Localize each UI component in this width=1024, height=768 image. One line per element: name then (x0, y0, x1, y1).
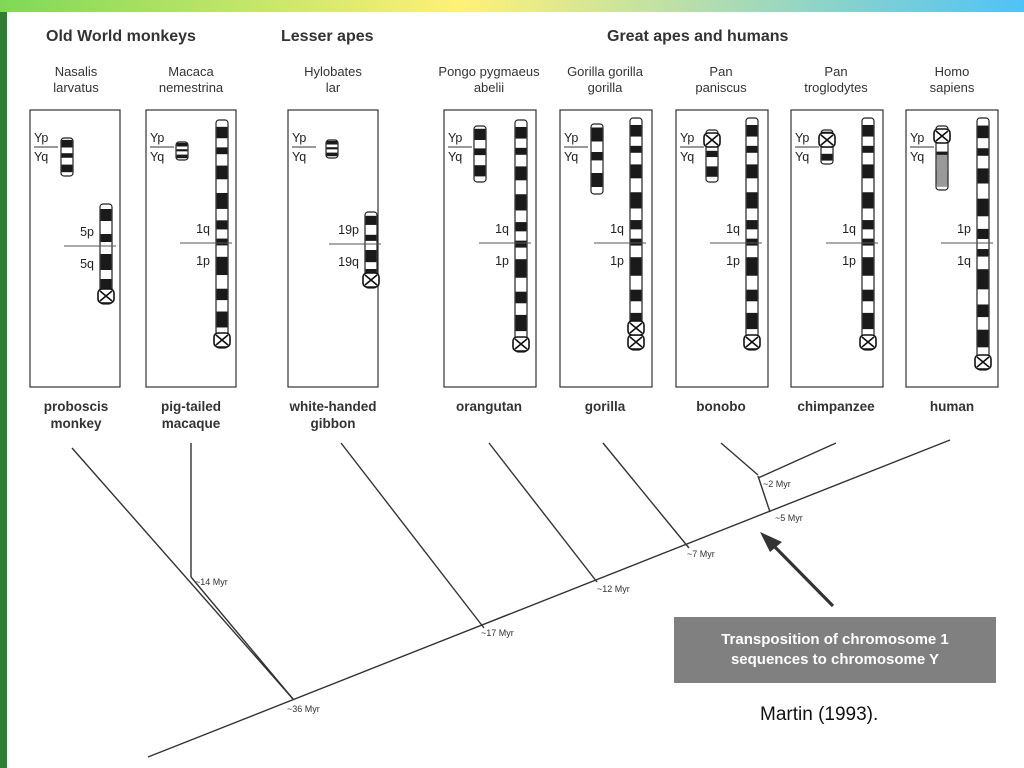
upper-arm-label: 19p (338, 223, 359, 237)
scientific-name-line: Nasalis (54, 64, 98, 79)
common-name-line: chimpanzee (797, 399, 875, 414)
species-panel-gorilla (560, 110, 652, 387)
scientific-name-line: sapiens (929, 80, 975, 95)
chromosome-band (516, 292, 527, 304)
chromosome-band (978, 249, 989, 257)
upper-arm-label: 1q (495, 222, 509, 236)
scientific-name-line: paniscus (695, 80, 747, 95)
chromosome-band (747, 125, 758, 137)
species-panel-human (906, 110, 998, 387)
chromosome-band (747, 239, 758, 246)
common-name-line: pig-tailed (161, 399, 221, 414)
chromosome-band (978, 269, 989, 289)
chromosome-band (863, 146, 874, 153)
chromosome-band (516, 194, 527, 210)
divergence-time-label: ~5 Myr (775, 513, 803, 523)
chromosome-band (631, 220, 642, 229)
common-name-line: human (929, 399, 975, 414)
chromosome-band (592, 152, 603, 160)
chromosome-band (516, 259, 527, 278)
chromosome-band (177, 155, 188, 159)
upper-arm-label: 1q (842, 222, 856, 236)
chromosome-band (978, 148, 989, 156)
scientific-name-line: troglodytes (804, 80, 868, 95)
chromosome-band (217, 312, 228, 328)
y-long-arm-label: Yq (564, 150, 579, 164)
species-panel-white-handed-gibbon (288, 110, 381, 387)
chromosome-band (217, 127, 228, 138)
y-long-arm-label: Yq (150, 150, 165, 164)
tree-branch (721, 443, 758, 475)
autosome-chromosome (746, 118, 758, 350)
transposed-region (937, 155, 948, 187)
chromosome-band (978, 199, 989, 217)
scientific-name-line: abelii (473, 80, 505, 95)
scientific-name-line: Pan (824, 64, 848, 79)
citation-text: Martin (1993). (760, 704, 879, 725)
chromosome-band (707, 151, 718, 157)
y-chromosome (61, 138, 73, 176)
common-name-line: gorilla (584, 399, 626, 414)
chromosome-band (62, 165, 73, 173)
y-long-arm-label: Yq (910, 150, 925, 164)
species-panel-orangutan (444, 110, 536, 387)
y-short-arm-label: Yp (34, 131, 49, 145)
chromosome-band (177, 149, 188, 151)
chromosome-band (516, 148, 527, 155)
tree-branch (603, 443, 689, 548)
y-short-arm-label: Yp (910, 131, 925, 145)
species-panel-pig-tailed-macaque (146, 110, 236, 387)
scientific-name-line: gorilla (587, 80, 623, 95)
chromosome-band (747, 290, 758, 302)
lower-arm-label: 1p (610, 254, 624, 268)
lower-arm-label: 5q (80, 257, 94, 271)
autosome-chromosome (630, 118, 642, 350)
autosome-chromosome (515, 120, 527, 352)
chromosome-band (217, 289, 228, 300)
y-chromosome (176, 142, 188, 160)
chromosome-band (863, 192, 874, 208)
y-short-arm-label: Yp (448, 131, 463, 145)
caption-line-1: Transposition of chromosome 1 (721, 631, 949, 648)
chromosome-band (978, 330, 989, 348)
chromosome-band (217, 147, 228, 154)
scientific-name-line: Gorilla gorilla (567, 64, 643, 79)
chromosome-band (217, 239, 228, 246)
chromosome-band (217, 193, 228, 209)
upper-arm-label: 1q (196, 222, 210, 236)
chromosome-band (101, 209, 112, 221)
chromosome-band (62, 140, 73, 148)
chromosome-band (516, 222, 527, 231)
chromosome-band (822, 154, 833, 161)
tree-branch (72, 448, 293, 699)
scientific-name-line: Pongo pygmaeus (438, 64, 540, 79)
chromosome-band (978, 229, 989, 239)
chromosome-band (366, 235, 377, 241)
lower-arm-label: 1p (196, 254, 210, 268)
chromosome-band (863, 125, 874, 137)
chromosome-band (631, 290, 642, 302)
chromosome-band (475, 148, 486, 155)
chromosome-band (101, 254, 112, 270)
y-chromosome (591, 124, 603, 194)
chromosome-band (475, 129, 486, 140)
chromosome-band (863, 257, 874, 276)
chromosome-band (747, 257, 758, 276)
chromosome-band (707, 166, 718, 176)
common-name-line: orangutan (456, 399, 522, 414)
scientific-name-line: nemestrina (158, 80, 224, 95)
lower-arm-label: 19q (338, 255, 359, 269)
common-name-line: macaque (161, 416, 221, 431)
chromosome-band (747, 313, 758, 329)
y-long-arm-label: Yq (292, 150, 307, 164)
lower-arm-label: 1p (726, 254, 740, 268)
y-short-arm-label: Yp (150, 131, 165, 145)
y-short-arm-label: Yp (680, 131, 695, 145)
chromosome-band (863, 220, 874, 229)
y-chromosome (474, 126, 486, 182)
chromosome-band (516, 166, 527, 180)
chromosome-band (62, 153, 73, 158)
divergence-time-label: ~14 Myr (195, 577, 228, 587)
chromosome-band (592, 173, 603, 187)
chromosome-band (863, 164, 874, 178)
chromosome-band (863, 313, 874, 329)
lower-arm-label: 1p (495, 254, 509, 268)
chromosome-band (747, 146, 758, 153)
common-name-line: bonobo (696, 399, 746, 414)
y-short-arm-label: Yp (795, 131, 810, 145)
y-long-arm-label: Yq (795, 150, 810, 164)
common-name-line: white-handed (289, 399, 377, 414)
chromosome-band (327, 141, 338, 145)
divergence-time-label: ~17 Myr (481, 628, 514, 638)
chromosome-band (217, 166, 228, 180)
upper-arm-label: 1q (610, 222, 624, 236)
chromosome-band (516, 127, 527, 139)
common-name-line: monkey (50, 416, 102, 431)
y-long-arm-label: Yq (34, 150, 49, 164)
scientific-name-line: Macaca (168, 64, 214, 79)
common-name-line: gibbon (310, 416, 356, 431)
group-label-old-world-monkeys: Old World monkeys (46, 28, 196, 45)
chromosome-band (177, 143, 188, 147)
y-short-arm-label: Yp (292, 131, 307, 145)
chromosome-band (631, 257, 642, 276)
autosome-chromosome (977, 118, 989, 370)
chromosome-band (475, 165, 486, 176)
chromosome-band (863, 290, 874, 302)
tree-branch (191, 577, 293, 699)
species-panel-bonobo (676, 110, 768, 387)
chromosome-band (631, 146, 642, 153)
lower-arm-label: 1q (957, 254, 971, 268)
y-long-arm-label: Yq (680, 150, 695, 164)
group-label-lesser-apes: Lesser apes (281, 28, 374, 45)
chromosome-band (516, 241, 527, 248)
tree-branch (758, 443, 836, 478)
chromosome-band (631, 239, 642, 246)
chromosome-band (327, 153, 338, 157)
scientific-name-line: lar (325, 80, 341, 95)
chromosome-band (747, 220, 758, 229)
divergence-time-label: ~12 Myr (597, 584, 630, 594)
chromosome-band (592, 128, 603, 142)
chromosome-band (327, 147, 338, 149)
chromosome-band (978, 304, 989, 317)
scientific-name-line: larvatus (53, 80, 99, 95)
upper-arm-label: 1p (957, 222, 971, 236)
chromosome-band (217, 220, 228, 229)
chromosome-band (366, 216, 377, 225)
caption-line-2: sequences to chromosome Y (730, 651, 940, 668)
chromosome-band (631, 164, 642, 178)
chromosome-band (978, 168, 989, 183)
chromosome-band (978, 126, 989, 139)
autosome-chromosome (862, 118, 874, 350)
chromosome-band (747, 164, 758, 178)
chromosome-band (516, 315, 527, 331)
group-label-great-apes: Great apes and humans (607, 28, 789, 45)
transposition-caption-box (674, 617, 996, 683)
chromosome-band (747, 192, 758, 208)
scientific-name-line: Hylobates (304, 64, 362, 79)
y-long-arm-label: Yq (448, 150, 463, 164)
chromosome-band (631, 192, 642, 208)
transposition-arrow (769, 541, 833, 606)
species-panel-proboscis-monkey (30, 110, 120, 387)
upper-arm-label: 5p (80, 225, 94, 239)
autosome-chromosome (216, 120, 228, 348)
y-chromosome (326, 140, 338, 158)
common-name-line: proboscis (43, 399, 109, 414)
scientific-name-line: Pan (709, 64, 733, 79)
species-panel-chimpanzee (791, 110, 883, 387)
divergence-time-label: ~2 Myr (763, 479, 791, 489)
divergence-time-label: ~36 Myr (287, 704, 320, 714)
y-short-arm-label: Yp (564, 131, 579, 145)
tree-branch (341, 443, 484, 628)
upper-arm-label: 1q (726, 222, 740, 236)
chromosome-band (101, 234, 112, 242)
divergence-time-label: ~7 Myr (687, 549, 715, 559)
tree-branch (489, 443, 597, 582)
chromosome-band (631, 125, 642, 137)
scientific-name-line: Homo (934, 64, 970, 79)
lower-arm-label: 1p (842, 254, 856, 268)
chromosome-band (217, 257, 228, 275)
chromosome-band (366, 250, 377, 262)
chromosome-band (863, 239, 874, 246)
